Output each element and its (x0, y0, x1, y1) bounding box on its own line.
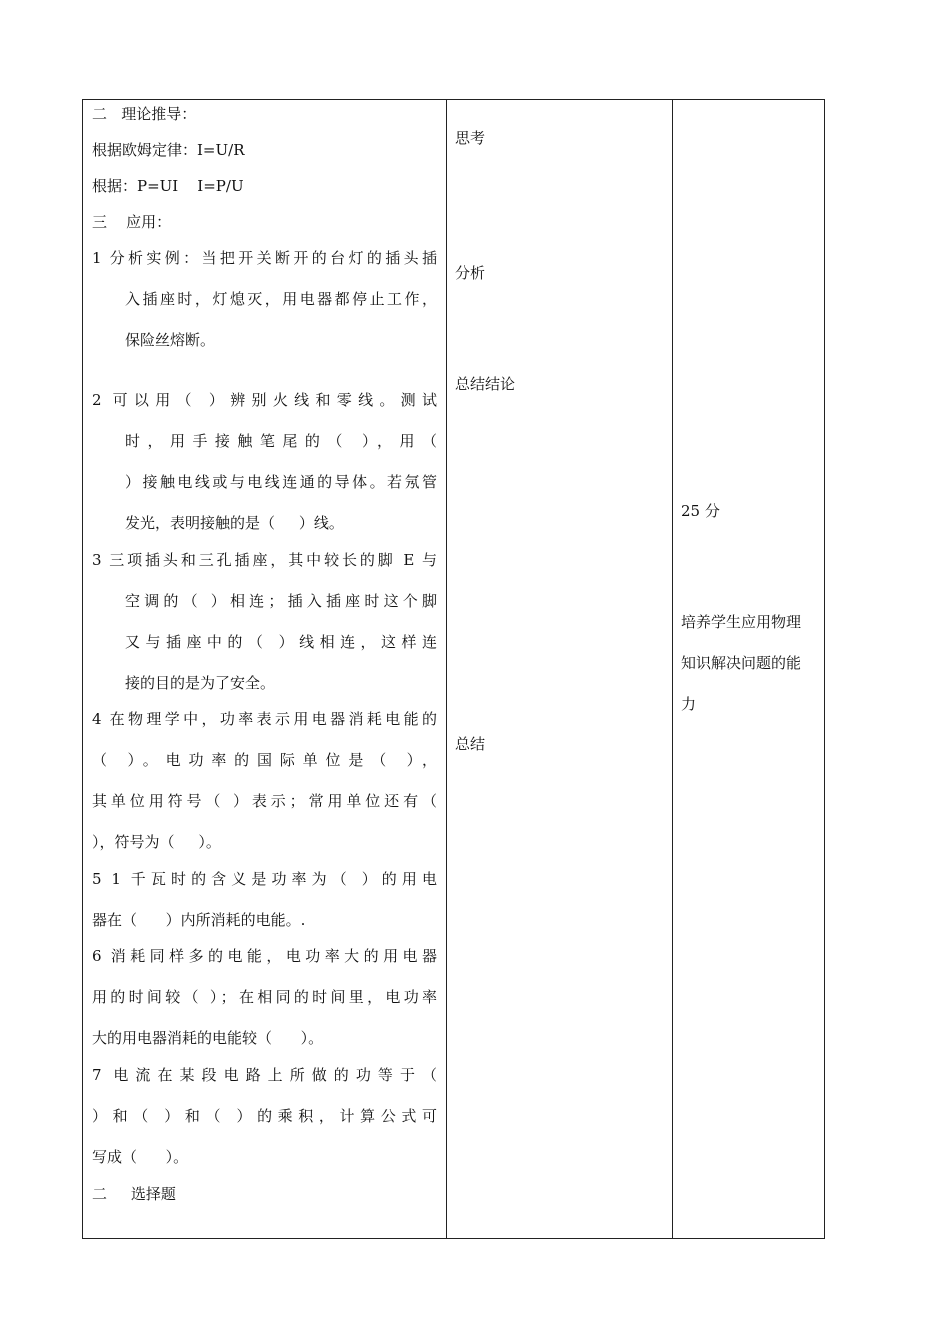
text-line: 入插座时，灯熄灭，用电器都停止工作， (125, 290, 437, 308)
section-heading: 三 应用： (92, 213, 172, 231)
text-line: 又与插座中的（ ）线相连，这样连 (125, 633, 437, 651)
section-heading: 二 选择题 (92, 1185, 176, 1203)
activity-label: 总结结论 (455, 375, 516, 393)
text-line: 时，用手接触笔尾的（ ），用（ (125, 432, 437, 450)
notes-column (672, 100, 824, 1238)
time-label: 25 分 (681, 502, 720, 520)
text-line: 其单位用符号（ ）表示；常用单位还有（ (92, 792, 437, 810)
text-line: 用的时间较（ ）；在相同的时间里，电功率 (92, 988, 437, 1006)
text-line: 接的目的是为了安全。 (125, 674, 276, 692)
text-line: 空调的（ ）相连；插入插座时这个脚 (125, 592, 437, 610)
activity-label: 思考 (455, 129, 486, 147)
text-line: 2 可以用（ ）辨别火线和零线。测试 (92, 391, 437, 409)
lesson-table (82, 99, 825, 1239)
goal-text: 力 (681, 695, 697, 713)
text-line: ），符号为（ ）。 (92, 833, 221, 851)
text-line: 4 在物理学中，功率表示用电器消耗电能的 (92, 710, 437, 728)
activity-label: 总结 (455, 735, 486, 753)
text-line: 根据：P=UI I=P/U (92, 177, 244, 195)
goal-text: 知识解决问题的能 (681, 654, 802, 672)
text-line: 7 电流在某段电路上所做的功等于（ (92, 1066, 437, 1084)
text-line: 1 分析实例：当把开关断开的台灯的插头插 (92, 249, 437, 267)
text-line: ）接触电线或与电线连通的导体。若氖管 (125, 473, 437, 491)
text-line: 写成（ ）。 (92, 1148, 189, 1166)
text-line: 大的用电器消耗的电能较（ ）。 (92, 1029, 324, 1047)
text-line: 根据欧姆定律：I=U/R (92, 141, 245, 159)
text-line: 6 消耗同样多的电能，电功率大的用电器 (92, 947, 437, 965)
content-column (83, 100, 446, 1238)
text-line: 3 三项插头和三孔插座，其中较长的脚 E 与 (92, 551, 437, 569)
activity-column (446, 100, 672, 1238)
text-line: 器在（ ）内所消耗的电能。. (92, 911, 306, 929)
text-line: ）和（ ）和（ ）的乘积，计算公式可 (92, 1107, 437, 1125)
section-heading: 二 理论推导： (92, 105, 197, 123)
text-line: （ ）。电功率的国际单位是（ ）， (92, 751, 437, 769)
text-line: 保险丝熔断。 (125, 331, 216, 349)
goal-text: 培养学生应用物理 (681, 613, 802, 631)
activity-label: 分析 (455, 264, 486, 282)
text-line: 发光，表明接触的是（ ）线。 (125, 514, 344, 532)
text-line: 5 1 千瓦时的含义是功率为（ ）的用电 (92, 870, 437, 888)
